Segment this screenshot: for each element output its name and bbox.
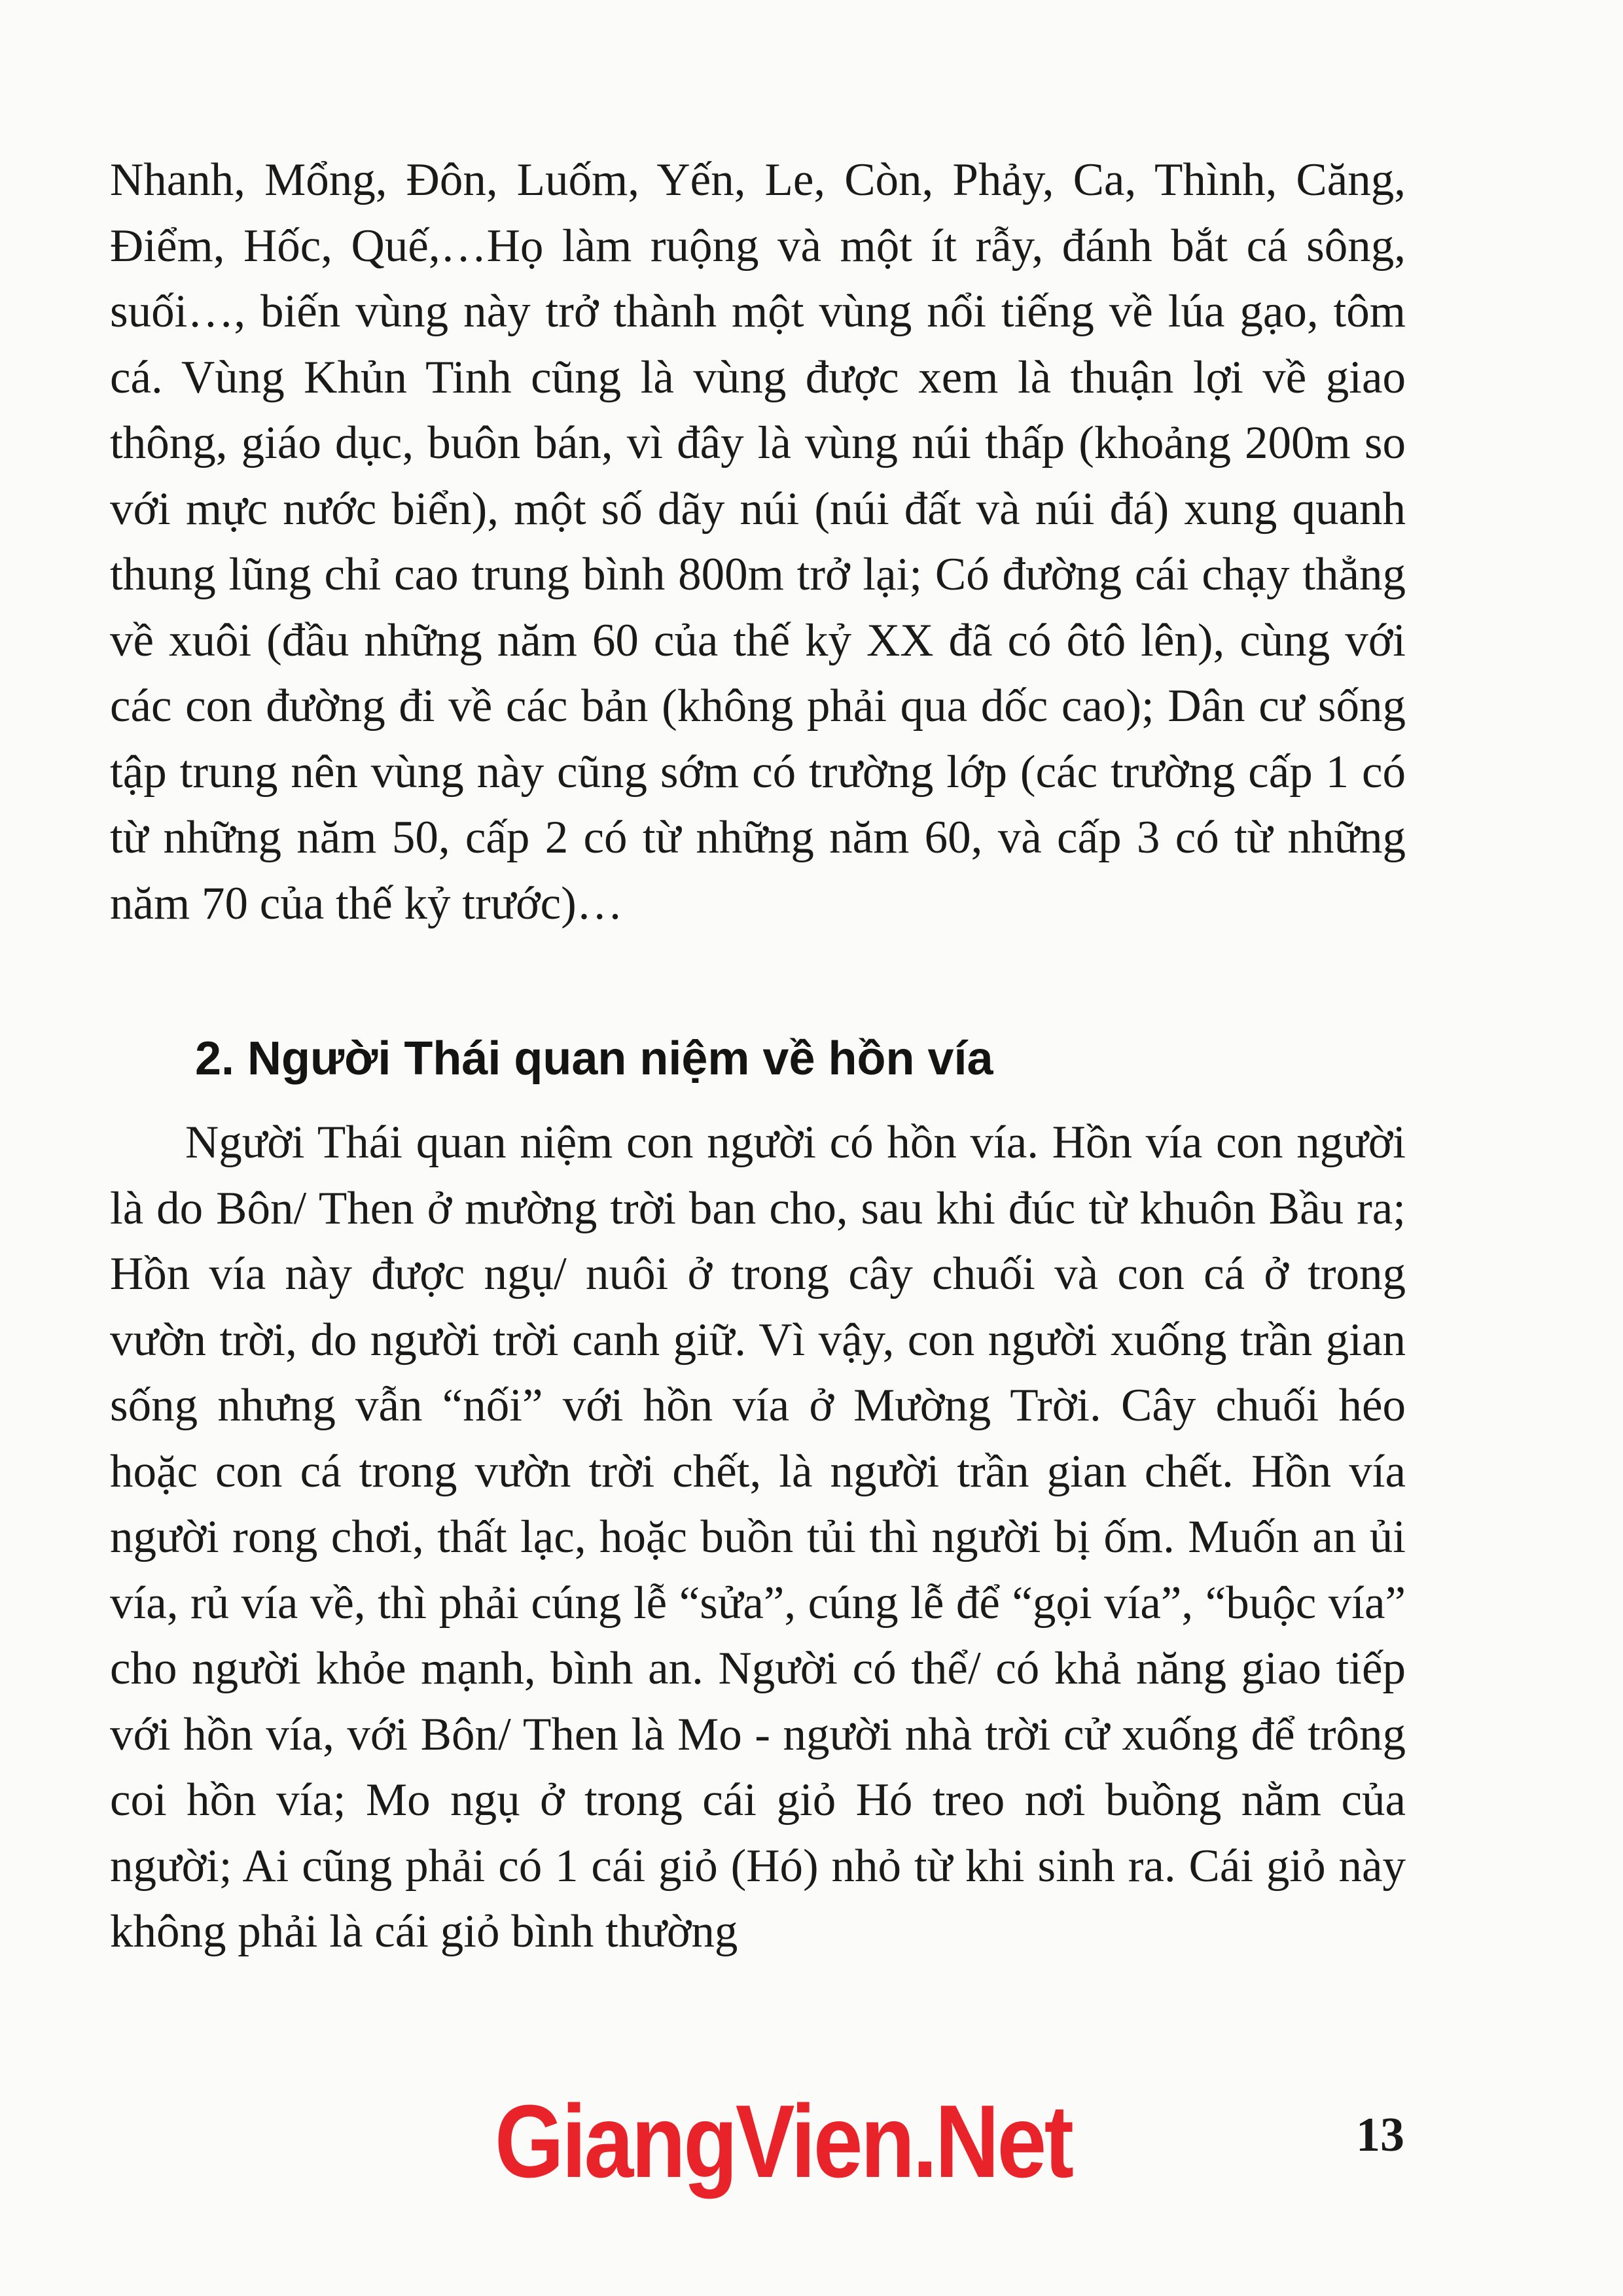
watermark-logo: GiangVien.Net <box>495 2084 1072 2199</box>
paragraph-continuation: Nhanh, Mổng, Đôn, Luốm, Yến, Le, Còn, Phảy, Ca, Thình, Căng, Điểm, Hốc, Quế,…Họ làm ruộng và một ít rẫy, đánh bắt cá sông, suối…, biến vùng này trở thành một vùng nổi tiếng về lúa gạo, tôm cá. Vùng Khủn Tinh cũng là vùng được xem là thuận lợi về giao thông, giáo dục, buôn bán, vì đây là vùng núi thấp (khoảng 200m so với mực nước biển), một số dãy núi (núi đất và núi đá) xung quanh thung lũng chỉ cao trung bình 800m trở lại; Có đường cái chạy thẳng về xuôi (đầu những năm 60 của thế kỷ XX đã có ôtô lên), cùng với các con đường đi về các bản (không phải qua dốc cao); Dân cư sống tập trung nên vùng này cũng sớm có trường lớp (các trường cấp 1 có từ những năm 50, cấp 2 có từ những năm 60, và cấp 3 có từ những năm 70 của thế kỷ trước)… <box>110 154 1406 929</box>
paragraph-section-body: Người Thái quan niệm con người có hồn vía. Hồn vía con người là do Bôn/ Then ở mường trời ban cho, sau khi đúc từ khuôn Bầu ra; Hồn vía này được ngụ/ nuôi ở trong cây chuối và con cá ở trong vườn trời, do người trời canh giữ. Vì vậy, con người xuống trần gian sống nhưng vẫn “nối” với hồn vía ở Mường Trời. Cây chuối héo hoặc con cá trong vườn trời chết, là người trần gian chết. Hồn vía người rong chơi, thất lạc, hoặc buồn tủi thì người bị ốm. Muốn an ủi vía, rủ vía về, thì phải cúng lễ “sửa”, cúng lễ để “gọi vía”, “buộc vía” cho người khỏe mạnh, bình an. Người có thể/ có khả năng giao tiếp với hồn vía, với Bôn/ Then là Mo - người nhà trời cử xuống để trông coi hồn vía; Mo ngụ ở trong cái giỏ Hó treo nơi buồng nằm của người; Ai cũng phải có 1 cái giỏ (Hó) nhỏ từ khi sinh ra. Cái giỏ này không phải là cái giỏ bình thường <box>110 1117 1406 1957</box>
page-number: 13 <box>1356 2108 1404 2162</box>
section-heading: 2. Người Thái quan niệm về hồn vía <box>195 1033 993 1085</box>
